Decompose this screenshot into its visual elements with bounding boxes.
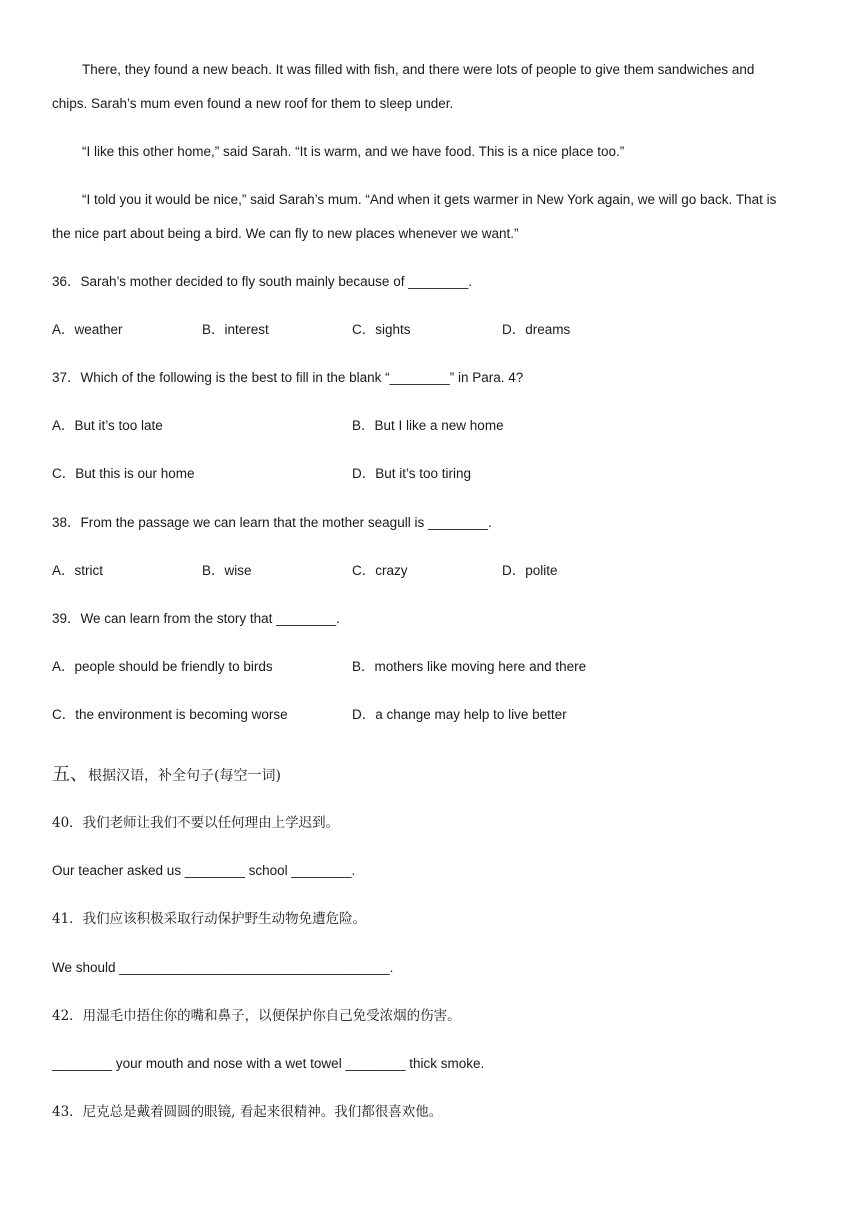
section-5-title: 根据汉语，补全句子(每空一词): [88, 768, 281, 784]
passage-paragraph-3-line-2: the nice part about being a bird. We can fly to new places whenever we want.”: [52, 226, 519, 241]
question-36-option-a[interactable]: A．weather: [52, 322, 123, 337]
question-42-chinese: 42．用湿毛巾捂住你的嘴和鼻子，以便保护你自己免受浓烟的伤害。: [52, 1008, 461, 1024]
question-40-answer-line[interactable]: Our teacher asked us ________ school ________.: [52, 863, 356, 878]
question-38-option-a[interactable]: A．strict: [52, 563, 104, 578]
section-5-heading: [52, 760, 281, 786]
question-42-answer-line[interactable]: ________ your mouth and nose with a wet towel ________ thick smoke.: [52, 1056, 485, 1071]
question-36-option-d[interactable]: D．dreams: [502, 322, 571, 337]
section-5-number: 五、: [52, 764, 88, 785]
question-37-option-c[interactable]: C．But this is our home: [52, 466, 195, 481]
question-37-option-b[interactable]: B．But I like a new home: [352, 418, 504, 433]
question-38-option-d[interactable]: D．polite: [502, 563, 558, 578]
question-37-option-d[interactable]: D．But it’s too tiring: [352, 466, 472, 481]
question-38-stem: 38．From the passage we can learn that the mother seagull is ________.: [52, 515, 492, 530]
question-38-option-c[interactable]: C．crazy: [352, 563, 408, 578]
question-39-option-a[interactable]: A．people should be friendly to birds: [52, 659, 273, 674]
question-39-stem: 39．We can learn from the story that ________.: [52, 611, 340, 626]
question-37-stem: 37．Which of the following is the best to fill in the blank “________” in Para. 4?: [52, 370, 524, 385]
question-37-option-a[interactable]: A．But it’s too late: [52, 418, 163, 433]
question-36-option-c[interactable]: C．sights: [352, 322, 411, 337]
question-40-chinese: 40．我们老师让我们不要以任何理由上学迟到。: [52, 815, 340, 831]
question-36-stem: 36．Sarah’s mother decided to fly south mainly because of ________.: [52, 274, 473, 289]
passage-paragraph-1-line-1: There, they found a new beach. It was filled with fish, and there were lots of people to give them sandwiches and: [82, 62, 755, 77]
question-43-chinese: 43．尼克总是戴着圆圆的眼镜, 看起来很精神。我们都很喜欢他。: [52, 1104, 443, 1120]
question-41-answer-line[interactable]: We should ____________________________________.: [52, 960, 394, 975]
question-36-option-b[interactable]: B．interest: [202, 322, 269, 337]
question-39-option-d[interactable]: D．a change may help to live better: [352, 707, 567, 722]
question-38-option-b[interactable]: B．wise: [202, 563, 252, 578]
passage-paragraph-2: “I like this other home,” said Sarah. “It is warm, and we have food. This is a nice place too.”: [82, 144, 625, 159]
question-41-chinese: 41．我们应该积极采取行动保护野生动物免遭危险。: [52, 911, 367, 927]
question-39-option-b[interactable]: B．mothers like moving here and there: [352, 659, 587, 674]
passage-paragraph-3-line-1: “I told you it would be nice,” said Sarah’s mum. “And when it gets warmer in New York again, we will go back. That is: [82, 192, 777, 207]
passage-paragraph-1-line-2: chips. Sarah’s mum even found a new roof for them to sleep under.: [52, 96, 454, 111]
question-39-option-c[interactable]: C．the environment is becoming worse: [52, 707, 288, 722]
